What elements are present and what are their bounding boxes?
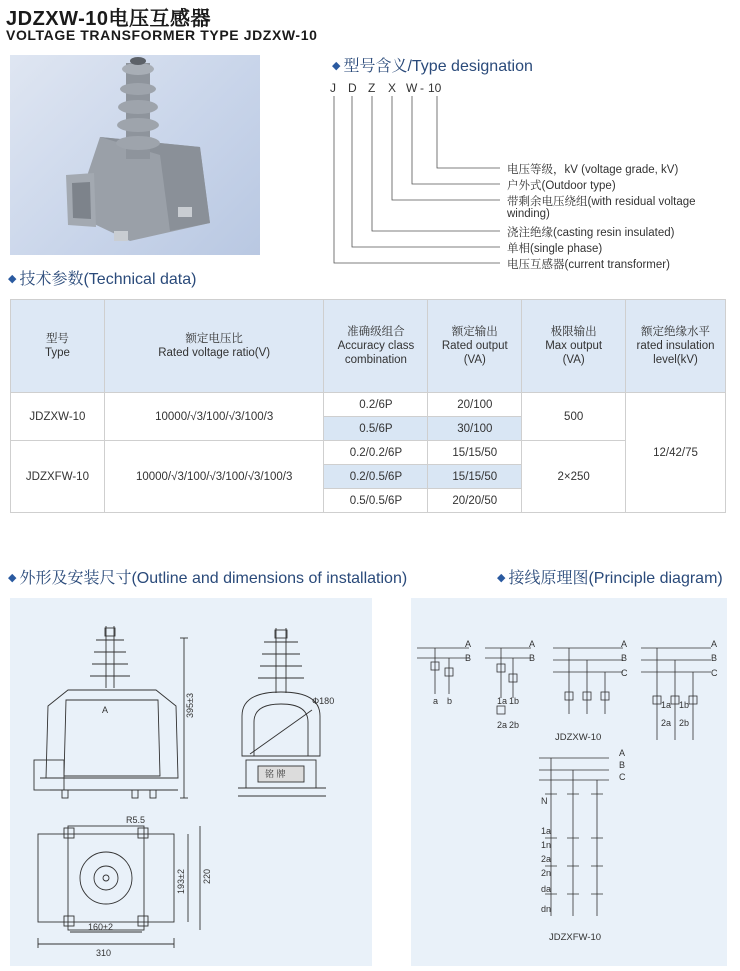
cell-accuracy: 0.5/6P [324, 417, 428, 441]
label-a: A [102, 705, 109, 715]
d5-label-b: B [619, 760, 626, 770]
cell-output: 20/20/50 [428, 489, 522, 513]
code-letter-dash: - [420, 81, 424, 95]
d5-label-da: da [541, 884, 552, 894]
meaning-voltage-grade: 电压等级，kV (voltage grade, kV) [507, 164, 679, 176]
cell-accuracy: 0.5/0.5/6P [324, 489, 428, 513]
code-letter-j: J [330, 81, 336, 95]
principle-panel [411, 598, 727, 966]
cell-accuracy: 0.2/6P [324, 393, 428, 417]
header-output: 额定输出 Rated output (VA) [428, 300, 522, 393]
cell-output: 30/100 [428, 417, 522, 441]
d3-label-b: B [621, 653, 628, 663]
cell-output: 15/15/50 [428, 465, 522, 489]
d1-label-sec-b: b [447, 696, 453, 706]
cell-output: 15/15/50 [428, 441, 522, 465]
technical-data-table [10, 299, 726, 513]
d5-label-c: C [619, 772, 626, 782]
outline-panel [10, 598, 372, 966]
code-letter-w: W [406, 81, 418, 95]
product-photo [10, 55, 260, 255]
d5-label-a: A [619, 748, 626, 758]
meaning-transformer: 电压互感器(current transformer) [507, 259, 670, 271]
label-r55: R5.5 [126, 815, 146, 825]
d5-label-dn: dn [541, 904, 552, 914]
d2-label-2a: 2a [497, 720, 508, 730]
cell-insulation: 12/42/75 [626, 393, 726, 513]
meaning-residual-winding: 带剩余电压绕组(with residual voltage [507, 196, 696, 208]
code-letter-x: X [388, 81, 397, 95]
cell-type-jdzxw: JDZXW-10 [11, 393, 105, 441]
header-ratio: 额定电压比 Rated voltage ratio(V) [104, 300, 324, 393]
cell-max-jdzxw: 500 [522, 393, 626, 441]
d2-label-a: A [529, 639, 536, 649]
header-max-output: 极限输出 Max output (VA) [522, 300, 626, 393]
d2-label-2b: 2b [509, 720, 520, 730]
d4-label-1a: 1a [661, 700, 672, 710]
cell-type-jdzxfw: JDZXFW-10 [11, 441, 105, 513]
outline-drawing [10, 598, 372, 966]
meaning-outdoor: 户外式(Outdoor type) [507, 180, 616, 192]
label-193: 193±2 [176, 869, 186, 894]
table-row [11, 393, 726, 417]
designation-heading: ◆ 型号含义/Type designation [332, 58, 533, 75]
outline-heading: ◆ 外形及安装尺寸(Outline and dimensions of installation) [8, 570, 408, 587]
d4-label-a: A [711, 639, 718, 649]
code-letter-d: D [348, 81, 357, 95]
label-160: 160±2 [88, 922, 113, 932]
cell-output: 20/100 [428, 393, 522, 417]
meaning-residual-winding-cont: winding) [507, 208, 550, 220]
meaning-single-phase: 单相(single phase) [507, 243, 603, 255]
d2-label-1a: 1a [497, 696, 508, 706]
d5-label-2n: 2n [541, 868, 552, 878]
caption-jdzxw: JDZXW-10 [555, 732, 602, 743]
table-header-row [11, 300, 726, 393]
caption-jdzxfw: JDZXFW-10 [549, 932, 602, 943]
d1-label-sec-a: a [433, 696, 439, 706]
d4-label-2b: 2b [679, 718, 690, 728]
cell-ratio-jdzxfw: 10000/√3/100/√3/100/√3/100/3 [104, 441, 324, 513]
technical-heading: ◆ 技术参数(Technical data) [8, 271, 197, 288]
d4-label-1b: 1b [679, 700, 690, 710]
cell-accuracy: 0.2/0.5/6P [324, 465, 428, 489]
cell-accuracy: 0.2/0.2/6P [324, 441, 428, 465]
d5-label-1a: 1a [541, 826, 552, 836]
principle-heading: ◆ 接线原理图(Principle diagram) [497, 570, 723, 587]
label-310: 310 [96, 948, 112, 958]
label-395: 395±3 [185, 693, 195, 718]
label-nameplate: 铭 牌 [265, 769, 286, 779]
d4-label-2a: 2a [661, 718, 672, 728]
d1-label-a: A [465, 639, 472, 649]
d4-label-c: C [711, 668, 718, 678]
d3-label-a: A [621, 639, 628, 649]
table-row [11, 441, 726, 465]
d1-label-b: B [465, 653, 472, 663]
d3-label-c: C [621, 668, 628, 678]
label-phi180: Φ180 [312, 696, 335, 706]
page-title: JDZXW-10电压互感器 [6, 8, 212, 30]
d5-label-2a: 2a [541, 854, 552, 864]
d5-label-1n: 1n [541, 840, 552, 850]
cell-ratio-jdzxw: 10000/√3/100/√3/100/3 [104, 393, 324, 441]
transformer-photo-illustration [10, 55, 260, 255]
d4-label-b: B [711, 653, 718, 663]
header-insulation: 额定绝缘水平 rated insulation level(kV) [626, 300, 726, 393]
cell-max-jdzxfw: 2×250 [522, 441, 626, 513]
d2-label-1b: 1b [509, 696, 520, 706]
code-letter-z: Z [368, 81, 376, 95]
d2-label-b: B [529, 653, 536, 663]
label-220: 220 [202, 868, 212, 884]
principle-diagram [411, 598, 727, 966]
code-letter-10: 10 [428, 81, 442, 95]
page-subtitle: VOLTAGE TRANSFORMER TYPE JDZXW-10 [6, 27, 318, 43]
meaning-casting-resin: 浇注绝缘(casting resin insulated) [507, 227, 675, 239]
designation-leader-lines [320, 94, 510, 269]
d5-label-n: N [541, 796, 548, 806]
header-type: 型号 Type [11, 300, 105, 393]
header-accuracy: 准确级组合 Accuracy class combination [324, 300, 428, 393]
